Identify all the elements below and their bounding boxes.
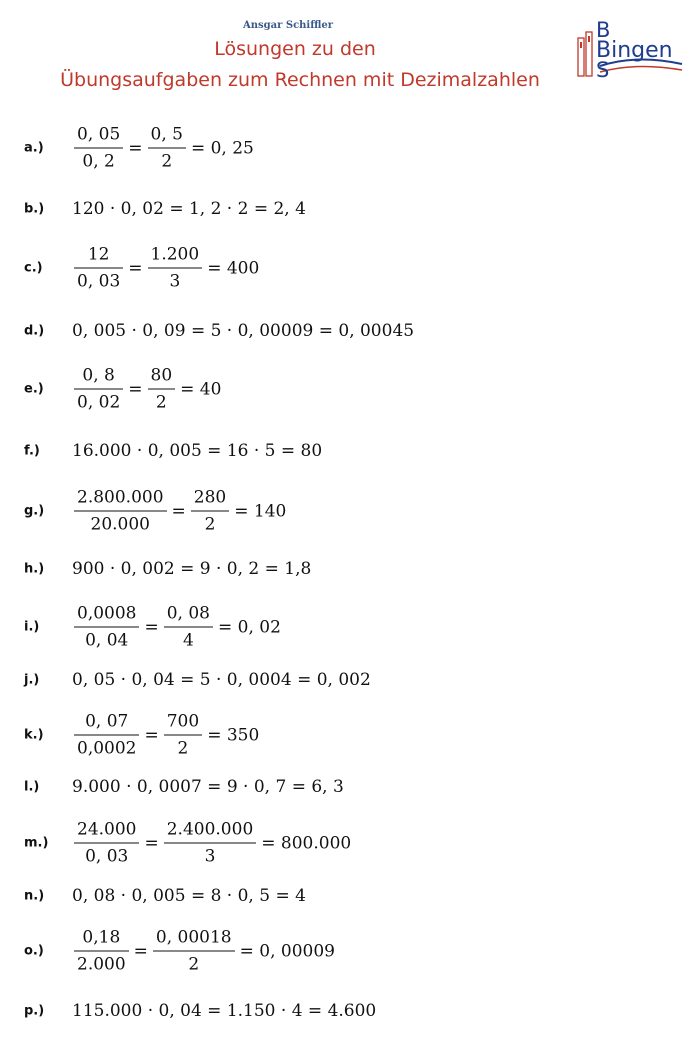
equation-term: = 0, 25 bbox=[190, 138, 254, 158]
fraction bbox=[191, 488, 229, 535]
equation bbox=[72, 366, 224, 413]
exercise-label: o.) bbox=[24, 943, 44, 959]
equation bbox=[72, 559, 311, 579]
fraction bbox=[74, 245, 123, 292]
numerator: 1.200 bbox=[148, 245, 203, 269]
equation bbox=[72, 488, 289, 535]
equation-term: = 350 bbox=[207, 725, 260, 745]
fraction bbox=[164, 712, 202, 759]
numerator: 0, 8 bbox=[74, 366, 123, 390]
equation bbox=[72, 670, 371, 690]
denominator: 2 bbox=[204, 514, 216, 535]
exercise-label: f.) bbox=[24, 443, 40, 459]
fraction bbox=[74, 366, 123, 413]
denominator: 0, 2 bbox=[82, 151, 115, 172]
exercise-label: l.) bbox=[24, 779, 40, 795]
equation-text: 0, 05 · 0, 04 = 5 · 0, 0004 = 0, 002 bbox=[72, 670, 371, 690]
denominator: 0, 03 bbox=[77, 271, 121, 292]
exercise-label: p.) bbox=[24, 1003, 45, 1019]
page-subtitle: Übungsaufgaben zum Rechnen mit Dezimalzahlen bbox=[60, 69, 540, 91]
logo-text-bingen: Bingen bbox=[596, 38, 673, 63]
equation bbox=[72, 441, 322, 461]
numerator: 2.400.000 bbox=[164, 820, 257, 844]
denominator: 0, 04 bbox=[85, 630, 129, 651]
exercise-label: h.) bbox=[24, 561, 45, 577]
fraction bbox=[74, 604, 139, 651]
equation-term: = bbox=[171, 501, 186, 521]
equation-term: = 400 bbox=[207, 258, 260, 278]
equation-term: = 40 bbox=[180, 379, 222, 399]
equation-term: = bbox=[128, 258, 143, 278]
exercise-label: d.) bbox=[24, 323, 45, 339]
equation-text: 0, 005 · 0, 09 = 5 · 0, 00009 = 0, 00045 bbox=[72, 321, 415, 341]
author: Ansgar Schiffler bbox=[242, 20, 334, 31]
fraction bbox=[74, 820, 139, 867]
equation bbox=[72, 820, 354, 867]
denominator: 0, 02 bbox=[77, 392, 121, 413]
exercise-label: g.) bbox=[24, 503, 45, 519]
bbs-bingen-logo bbox=[576, 20, 686, 82]
equation-term: = bbox=[144, 833, 159, 853]
equation bbox=[72, 125, 257, 172]
exercise-label: i.) bbox=[24, 619, 40, 635]
exercise-label: c.) bbox=[24, 260, 43, 276]
numerator: 12 bbox=[74, 245, 123, 269]
numerator: 700 bbox=[164, 712, 202, 736]
equation bbox=[72, 777, 344, 797]
equation-text: 9.000 · 0, 0007 = 9 · 0, 7 = 6, 3 bbox=[72, 777, 344, 797]
numerator: 2.800.000 bbox=[74, 488, 167, 512]
denominator: 2 bbox=[155, 392, 167, 413]
numerator: 0,18 bbox=[74, 928, 129, 952]
numerator: 0, 08 bbox=[164, 604, 213, 628]
denominator: 0, 03 bbox=[85, 846, 129, 867]
fraction bbox=[148, 125, 186, 172]
equation-term: = 140 bbox=[234, 501, 287, 521]
numerator: 24.000 bbox=[74, 820, 139, 844]
equation bbox=[72, 199, 306, 219]
exercise-label: a.) bbox=[24, 140, 44, 156]
equation-text: 900 · 0, 002 = 9 · 0, 2 = 1,8 bbox=[72, 559, 312, 579]
fraction bbox=[153, 928, 235, 975]
equation bbox=[72, 321, 414, 341]
fraction bbox=[74, 712, 139, 759]
equation bbox=[72, 712, 262, 759]
equation bbox=[72, 245, 262, 292]
denominator: 3 bbox=[169, 271, 181, 292]
denominator: 2 bbox=[161, 151, 173, 172]
denominator: 2 bbox=[188, 954, 200, 975]
equation bbox=[72, 1001, 376, 1021]
equation-term: = bbox=[144, 725, 159, 745]
logo-letter-b: B bbox=[596, 18, 611, 42]
exercise-label: e.) bbox=[24, 381, 44, 397]
equation bbox=[72, 604, 284, 651]
exercise-label: m.) bbox=[24, 835, 49, 851]
equation-term: = bbox=[133, 941, 148, 961]
numerator: 0,0008 bbox=[74, 604, 139, 628]
page-title: Lösungen zu den bbox=[214, 38, 376, 60]
numerator: 0, 07 bbox=[74, 712, 139, 736]
equation-text: 16.000 · 0, 005 = 16 · 5 = 80 bbox=[72, 441, 323, 461]
fraction bbox=[74, 488, 167, 535]
logo-letter-s: S bbox=[596, 58, 610, 82]
numerator: 80 bbox=[148, 366, 176, 390]
equation bbox=[72, 928, 338, 975]
fraction bbox=[164, 604, 213, 651]
equation-text: 120 · 0, 02 = 1, 2 · 2 = 2, 4 bbox=[72, 199, 306, 219]
equation-term: = 0, 00009 bbox=[239, 941, 335, 961]
exercise-label: b.) bbox=[24, 201, 45, 217]
equation-term: = 800.000 bbox=[261, 833, 352, 853]
denominator: 4 bbox=[182, 630, 194, 651]
denominator: 0,0002 bbox=[77, 738, 137, 759]
equation-term: = bbox=[128, 379, 143, 399]
numerator: 0, 5 bbox=[148, 125, 186, 149]
numerator: 280 bbox=[191, 488, 229, 512]
denominator: 3 bbox=[204, 846, 216, 867]
numerator: 0, 00018 bbox=[153, 928, 235, 952]
fraction bbox=[148, 366, 176, 413]
equation-text: 115.000 · 0, 04 = 1.150 · 4 = 4.600 bbox=[72, 1001, 377, 1021]
fraction bbox=[74, 928, 129, 975]
exercise-label: j.) bbox=[24, 672, 40, 688]
denominator: 2 bbox=[177, 738, 189, 759]
equation-term: = bbox=[144, 617, 159, 637]
exercise-label: n.) bbox=[24, 888, 45, 904]
equation-text: 0, 08 · 0, 005 = 8 · 0, 5 = 4 bbox=[72, 886, 306, 906]
equation-term: = bbox=[128, 138, 143, 158]
equation-term: = 0, 02 bbox=[218, 617, 281, 637]
numerator: 0, 05 bbox=[74, 125, 123, 149]
fraction bbox=[148, 245, 203, 292]
equation bbox=[72, 886, 306, 906]
denominator: 20.000 bbox=[90, 514, 150, 535]
denominator: 2.000 bbox=[77, 954, 126, 975]
fraction bbox=[74, 125, 123, 172]
fraction bbox=[164, 820, 257, 867]
exercise-label: k.) bbox=[24, 727, 44, 743]
